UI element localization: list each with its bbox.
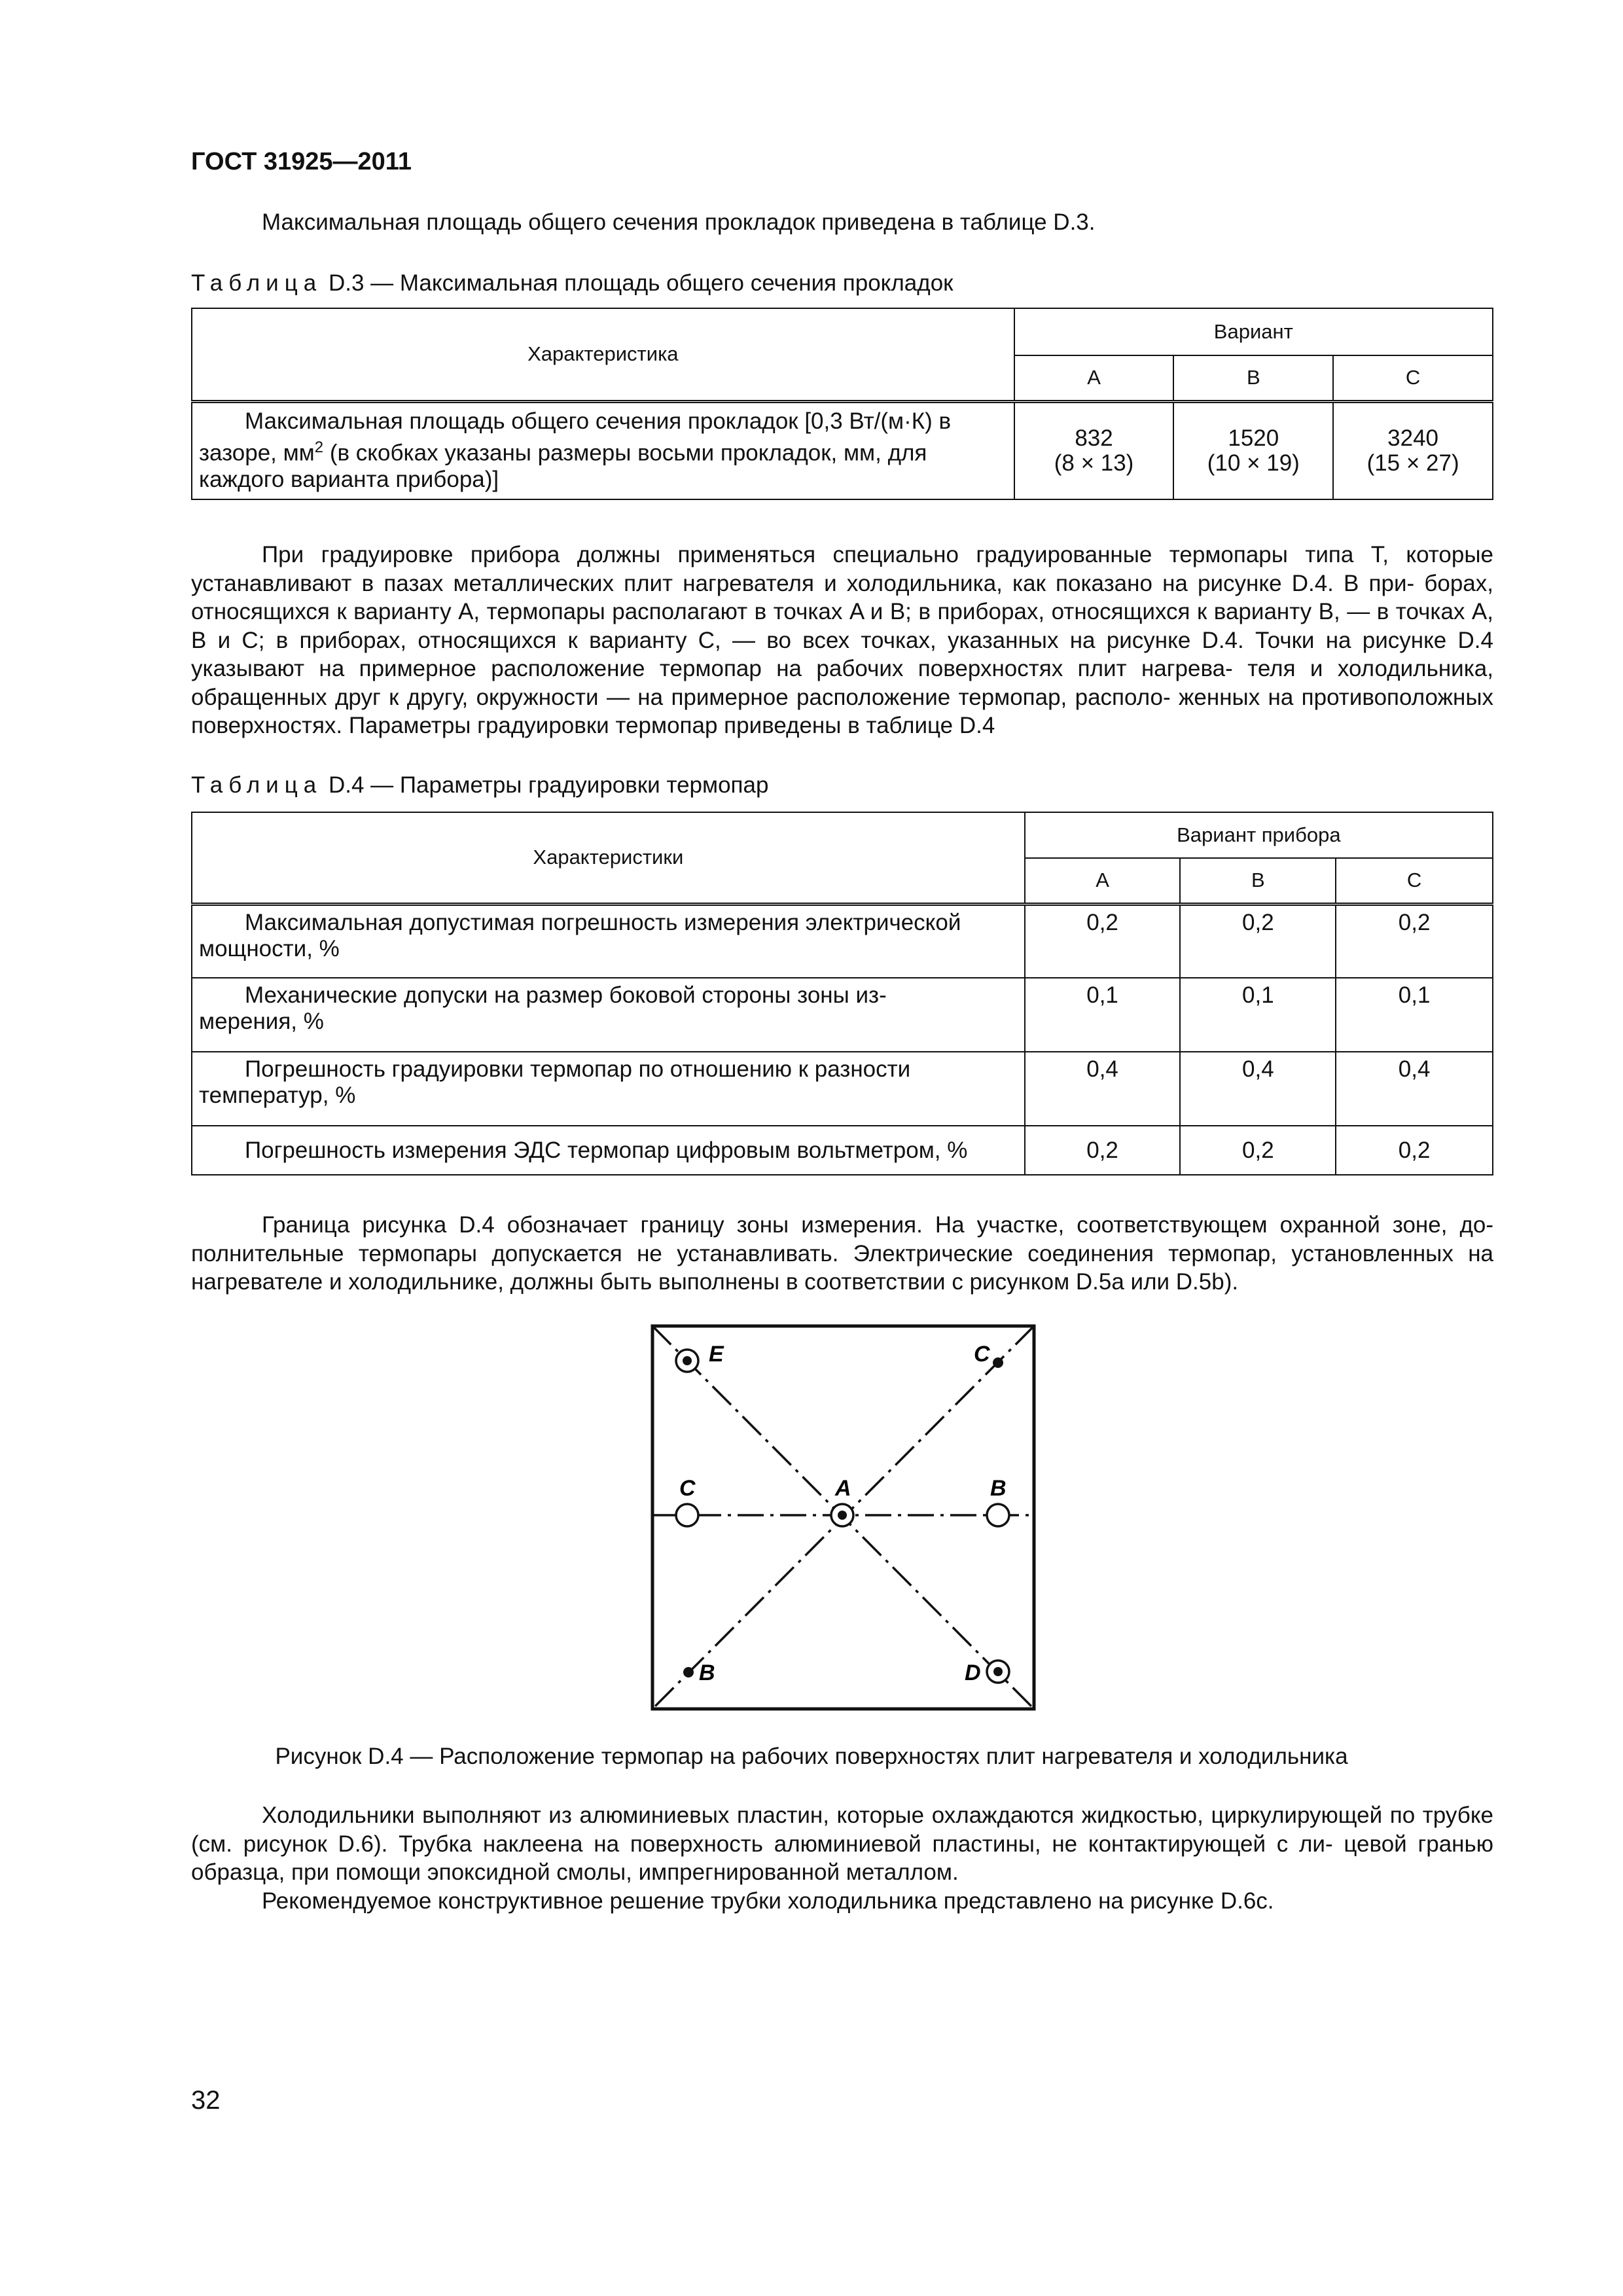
table-d3-header-characteristic: Характеристика: [192, 308, 1014, 401]
table-d4-variant-a: A: [1025, 858, 1181, 904]
table-d4-variant-c: C: [1336, 858, 1493, 904]
point-e-label: E: [709, 1342, 724, 1367]
point-a-marker: [831, 1504, 853, 1526]
table-d3-variant-c: C: [1333, 355, 1493, 401]
figure-d4-diagram: [641, 1316, 1047, 1715]
table-d3-caption: Таблица D.3 — Максимальная площадь общего сечения прокладок: [191, 270, 954, 296]
table-d3-header-variant: Вариант: [1014, 308, 1493, 355]
point-d-label: D: [965, 1660, 981, 1685]
table-d4: [191, 812, 1493, 1175]
point-b-bottom-marker: [683, 1667, 694, 1677]
cooler-paragraph: Холодильники выполняют из алюминиевых пластин, которые охлаждаются жидкостью, циркулирующей по трубке (см. рисунок D.6). Трубка наклеена на поверхность алюминиевой пластины, не контактирующей с ли- цевой гранью образца, при помощи эпоксидной смолы, импрегнированной металлом. Рекомендуемое конструктивное решение трубки холодильника представлено на рисунке D.6c.: [191, 1803, 1493, 1914]
table-row: Погрешность градуировки термопар по отношению к разности температур, % 0,4 0,4 0,4: [192, 1052, 1493, 1126]
table-row: Погрешность измерения ЭДС термопар цифровым вольтметром, % 0,2 0,2 0,2: [192, 1126, 1493, 1175]
point-c-top-marker: [993, 1357, 1003, 1368]
boundary-paragraph: Граница рисунка D.4 обозначает границу зоны измерения. На участке, соответствующем охранной зоне, до- полнительные термопары допускается не устанавливать. Электрические соединения термопар, установленных на нагревателе и холодильнике, должны быть выполнены в соответствии с рисунком D.5a или D.5b).: [191, 1212, 1493, 1295]
point-a-label: A: [835, 1476, 851, 1501]
table-d3: [191, 308, 1493, 500]
point-b-bottom-label: B: [699, 1660, 715, 1685]
table-d4-variant-b: B: [1180, 858, 1336, 904]
figure-d4-caption: Рисунок D.4 — Расположение термопар на рабочих поверхностях плит нагревателя и холодильника: [275, 1744, 1348, 1769]
point-c-left-label: C: [679, 1476, 696, 1501]
table-row: Механические допуски на размер боковой стороны зоны из- мерения, % 0,1 0,1 0,1: [192, 978, 1493, 1052]
point-b-right-label: B: [990, 1476, 1007, 1501]
intro-paragraph: Максимальная площадь общего сечения прокладок приведена в таблице D.3.: [262, 209, 1096, 235]
table-d3-value-b: 1520 (10 × 19): [1173, 401, 1333, 499]
point-c-left-marker: [676, 1504, 698, 1526]
point-e-marker: [676, 1350, 698, 1372]
document-code: ГОСТ 31925—2011: [191, 148, 412, 175]
table-d3-variant-b: B: [1173, 355, 1333, 401]
point-b-right-marker: [987, 1504, 1009, 1526]
table-d3-value-c: 3240 (15 × 27): [1333, 401, 1493, 499]
table-d4-caption: Таблица D.4 — Параметры градуировки термопар: [191, 772, 769, 798]
point-d-marker: [987, 1660, 1009, 1683]
table-d4-header-variant: Вариант прибора: [1025, 812, 1493, 858]
thermocouple-paragraph: При градуировке прибора должны применяться специально градуированные термопары типа T, которые устанавливают в пазах металлических плит нагревателя и холодильника, как показано на рисунке D.4. В при- борах, относящихся к варианту А, термопары располагают в точках A и B; в приборах, относящихся к варианту В, — в точках A, B и C; в приборах, относящихся к варианту С, — во всех точках, указанных на рисунке D.4. Точки на рисунке D.4 указывают на примерное расположение термопар на рабочих поверхностях плит нагрева- теля и холодильника, обращенных друг к другу, окружности — на примерное расположение термопар, располо- женных на противоположных поверхностях. Параметры градуировки термопар приведены в таблице D.4: [191, 542, 1493, 738]
table-row: Максимальная допустимая погрешность измерения электрической мощности, % 0,2 0,2 0,2: [192, 904, 1493, 978]
page-number: 32: [191, 2086, 221, 2115]
table-d3-value-a: 832 (8 × 13): [1014, 401, 1174, 499]
point-c-top-label: C: [974, 1342, 990, 1367]
table-d3-row-text: Максимальная площадь общего сечения прокладок [0,3 Вт/(м·К) в зазоре, $мм^2$ (в скобках указаны размеры восьми прокладок, мм, для каждого варианта прибора)]: [192, 401, 1014, 499]
table-d4-header-characteristics: Характеристики: [192, 812, 1025, 904]
table-d3-variant-a: A: [1014, 355, 1174, 401]
